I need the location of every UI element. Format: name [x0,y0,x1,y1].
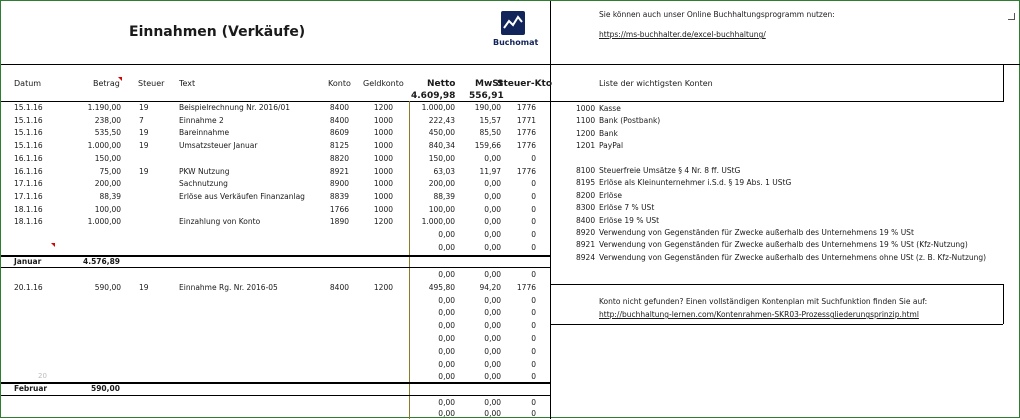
cell-datum[interactable]: 17.1.16 [14,191,43,201]
cell-text[interactable]: Einzahlung von Konto [179,217,261,227]
header-datum: Datum [14,79,42,88]
logo-text: Buchomat [493,38,539,47]
account-name: Bank [599,128,618,138]
cell-betrag[interactable]: 1.190,00 [87,103,121,112]
cell-datum[interactable]: 16.1.16 [14,166,43,176]
header-konto: Konto [328,79,351,88]
account-number: 8100 [576,166,596,175]
cell-netto[interactable]: 63,03 [433,166,455,176]
column-divider [550,1,551,419]
cell-datum[interactable]: 18.1.16 [14,217,43,227]
cell-geld[interactable] [361,242,393,254]
cell-skto[interactable]: 0 [531,270,536,279]
cell-skto[interactable]: 0 [531,409,536,418]
cell-geld[interactable] [361,295,393,307]
cell-mwst[interactable]: 15,57 [479,115,501,125]
cell-datum[interactable]: 17.1.16 [14,179,43,189]
cell-geld[interactable] [361,229,393,241]
cell-mwst[interactable]: 0,00 [484,204,501,214]
cell-datum[interactable] [14,269,64,281]
account-name: PayPal [599,141,624,151]
cell-steuer[interactable]: 19 [139,128,149,138]
faint-cell-text: 20 [38,372,47,380]
cell-mwst[interactable]: 0,00 [484,295,501,305]
cell-netto[interactable]: 88,39 [433,191,455,201]
cell-skto[interactable]: 1776 [516,282,536,292]
total-netto: 4.609,98 [411,91,456,101]
cell-konto[interactable]: 8400 [329,103,349,112]
cell-geld[interactable] [361,346,393,358]
header-steuer: Steuer [138,79,165,88]
cell-geld[interactable] [361,333,393,345]
cell-geld[interactable]: 1000 [373,179,393,189]
cell-netto[interactable]: 0,00 [438,295,455,305]
cell-text[interactable] [179,320,324,332]
cell-skto[interactable]: 0 [531,230,536,239]
cell-mwst[interactable]: 94,20 [479,282,501,292]
cell-steuer[interactable] [139,153,161,165]
cell-steuer[interactable]: 19 [139,282,149,292]
cell-text[interactable] [179,204,324,216]
cell-netto[interactable]: 0,00 [438,242,455,252]
cell-mwst[interactable]: 0,00 [484,242,501,252]
cell-mwst[interactable]: 0,00 [484,270,501,279]
cell-mwst[interactable]: 0,00 [484,359,501,369]
account-number: 1100 [576,116,596,126]
cell-mwst[interactable]: 0,00 [484,346,501,356]
cell-text[interactable] [179,359,324,371]
cell-steuer[interactable] [139,178,161,190]
cell-text[interactable] [179,333,324,345]
cell-skto[interactable]: 0 [531,295,536,305]
cell-skto[interactable]: 0 [531,346,536,356]
account-number: 8300 [576,203,596,213]
cell-betrag[interactable] [69,359,121,371]
header-netto: Netto [427,79,456,89]
cell-netto[interactable]: 450,00 [428,128,455,138]
cell-mwst[interactable]: 0,00 [484,308,501,318]
cell-skto[interactable]: 1771 [516,115,536,125]
cell-konto[interactable]: 8820 [329,153,349,163]
cell-skto[interactable]: 0 [531,204,536,214]
cell-netto[interactable]: 840,34 [428,141,455,151]
cell-geld[interactable] [361,307,393,319]
page-title: Einnahmen (Verkäufe) [129,24,306,40]
cell-mwst[interactable]: 85,50 [479,128,501,138]
cell-konto[interactable] [319,359,349,371]
info-link-top[interactable]: https://ms-buchhalter.de/excel-buchhaltung/ [599,30,766,39]
cell-datum[interactable]: 18.1.16 [14,204,43,214]
cell-betrag[interactable] [69,320,121,332]
cell-text[interactable] [179,269,324,281]
cell-betrag[interactable]: 100,00 [94,204,121,214]
cell-text[interactable] [179,346,324,358]
cell-datum[interactable] [14,346,64,358]
account-number: 8400 [576,215,596,225]
cell-netto[interactable]: 150,00 [428,153,455,163]
cell-geld[interactable]: 1000 [373,191,393,201]
account-box-right [1003,64,1004,102]
cell-betrag[interactable] [69,269,121,281]
cell-text[interactable]: Bareinnahme [179,128,230,138]
cell-geld[interactable]: 1000 [373,128,393,138]
sum-februar-bottom-border [1,395,550,396]
cell-mwst[interactable]: 0,00 [484,217,501,227]
cell-konto[interactable]: 8400 [329,282,349,292]
info-box-bottom [550,324,1003,325]
cell-mwst[interactable]: 0,00 [484,372,501,382]
info-link-bottom[interactable]: http://buchhaltung-lernen.com/Kontenrahmen-SKR03-Prozessgliederungsprinzip.html [599,310,919,319]
cell-text[interactable] [179,153,324,165]
cell-mwst[interactable]: 0,00 [484,153,501,163]
cell-steuer[interactable] [139,229,161,241]
sum-januar-bottom-border [1,267,550,268]
header-kontenliste: Liste der wichtigsten Konten [599,79,713,88]
sum-januar-label: Januar [14,257,42,266]
cell-konto[interactable]: 8839 [329,191,349,201]
cell-konto[interactable]: 8125 [329,141,349,151]
cell-datum[interactable]: 15.1.16 [14,128,43,138]
cell-steuer[interactable]: 7 [139,115,144,125]
comment-marker[interactable] [118,77,122,81]
cell-konto[interactable]: 8400 [329,115,349,125]
cell-netto[interactable]: 0,00 [438,321,455,331]
cell-netto[interactable]: 1.000,00 [421,217,455,227]
cell-geld[interactable]: 1200 [373,217,393,227]
corner-mark [1008,13,1015,20]
cell-text[interactable]: Sachnutzung [179,179,228,189]
cell-datum[interactable]: 20.1.16 [14,282,43,292]
account-number: 8195 [576,178,596,188]
header-text: Text [179,79,196,88]
account-number: 8920 [576,228,596,237]
cell-steuer[interactable]: 19 [139,166,149,176]
cell-skto[interactable]: 0 [531,179,536,189]
cell-netto[interactable]: 222,43 [428,115,455,125]
cell-text[interactable] [179,229,324,241]
cell-geld[interactable] [361,359,393,371]
cell-steuer[interactable] [139,242,161,254]
cell-geld[interactable]: 1200 [373,282,393,292]
comment-marker-2[interactable] [51,243,55,247]
cell-text[interactable]: Erlöse aus Verkäufen Finanzanlag [179,191,305,201]
cell-datum[interactable] [14,242,64,254]
cell-konto[interactable] [319,346,349,358]
cell-datum[interactable]: 15.1.16 [14,103,43,112]
cell-mwst[interactable]: 0,00 [484,398,501,407]
cell-betrag[interactable] [69,229,121,241]
account-name: Erlöse als Kleinunternehmer i.S.d. § 19 Abs. 1 UStG [599,178,792,188]
cell-steuer[interactable] [139,359,161,371]
cell-geld[interactable]: 1000 [373,166,393,176]
cell-steuer[interactable] [139,269,161,281]
sum-februar-value: 590,00 [91,384,120,393]
cell-mwst[interactable]: 159,66 [474,141,501,151]
cell-skto[interactable]: 0 [531,308,536,318]
account-name: Erlöse [599,190,623,200]
cell-skto[interactable]: 0 [531,372,536,382]
sum-februar-label: Februar [14,384,48,393]
account-name: Erlöse 7 % USt [599,203,655,213]
info-text-top: Sie können auch unser Online Buchhaltungsprogramm nutzen: [599,10,835,19]
account-name: Verwendung von Gegenständen für Zwecke außerhalb des Unternehmens 19 % USt (Kfz-Nutzung) [599,240,968,250]
cell-mwst[interactable]: 0,00 [484,409,501,418]
cell-netto[interactable]: 0,00 [438,359,455,369]
cell-skto[interactable]: 1776 [516,103,536,112]
account-header-border [550,101,1003,102]
sum-februar-top-border [1,382,550,384]
cell-netto[interactable]: 0,00 [438,398,455,407]
cell-betrag[interactable] [69,333,121,345]
cell-datum[interactable] [14,229,64,241]
cell-text[interactable]: Einnahme 2 [179,115,224,125]
chart-icon [501,11,525,35]
cell-datum[interactable]: 15.1.16 [14,141,43,151]
header-top-border [1,64,1020,65]
cell-datum[interactable] [14,359,64,371]
buchomat-logo[interactable] [493,11,539,55]
cell-steuer[interactable]: 19 [139,103,149,112]
cell-steuer[interactable] [139,333,161,345]
cell-mwst[interactable]: 0,00 [484,191,501,201]
cell-betrag[interactable] [69,346,121,358]
account-name: Verwendung von Gegenständen für Zwecke außerhalb des Unternehmens 19 % USt [599,228,914,237]
cell-skto[interactable]: 1776 [516,141,536,151]
cell-betrag[interactable]: 238,00 [94,115,121,125]
cell-betrag[interactable]: 1.000,00 [87,141,121,151]
cell-netto[interactable]: 0,00 [438,230,455,239]
cell-geld[interactable]: 1000 [373,153,393,163]
cell-netto[interactable]: 1.000,00 [421,103,455,112]
cell-konto[interactable] [319,242,349,254]
cell-konto[interactable] [319,307,349,319]
cell-datum[interactable] [14,333,64,345]
cell-netto[interactable]: 0,00 [438,334,455,343]
cell-netto[interactable]: 0,00 [438,270,455,279]
cell-konto[interactable] [319,333,349,345]
cell-text[interactable]: Einnahme Rg. Nr. 2016-05 [179,282,278,292]
account-number: 8924 [576,252,596,262]
cell-skto[interactable]: 0 [531,153,536,163]
account-name: Verwendung von Gegenständen für Zwecke außerhalb des Unternehmens ohne USt (z. B. Kfz-Nutzung) [599,252,987,262]
cell-datum[interactable] [14,320,64,332]
cell-text[interactable]: Beispielrechnung Nr. 2016/01 [179,103,291,112]
cell-geld[interactable]: 1000 [373,141,393,151]
account-number: 8200 [576,190,596,200]
cell-betrag[interactable]: 1.000,00 [87,217,121,227]
cell-geld[interactable]: 1200 [373,103,393,112]
cell-netto[interactable]: 0,00 [438,346,455,356]
account-number: 1200 [576,128,596,138]
cell-konto[interactable]: 8900 [329,179,349,189]
sum-januar-value: 4.576,89 [83,257,121,266]
account-name: Erlöse 19 % USt [599,215,660,225]
cell-steuer[interactable] [139,295,161,307]
cell-betrag[interactable] [69,307,121,319]
cell-konto[interactable] [319,295,349,307]
cell-mwst[interactable]: 0,00 [484,230,501,239]
cell-netto[interactable]: 495,80 [428,282,455,292]
account-number: 1000 [576,104,596,113]
total-mwst: 556,91 [469,91,504,101]
cell-skto[interactable]: 1776 [516,166,536,176]
cell-mwst[interactable]: 11,97 [479,166,501,176]
cell-text[interactable]: Umsatzsteuer Januar [179,141,258,151]
info-text-bottom: Konto nicht gefunden? Einen vollständigen Kontenplan mit Suchfunktion finden Sie auf: [599,297,928,306]
cell-betrag[interactable] [69,295,121,307]
cell-netto[interactable]: 0,00 [438,308,455,318]
cell-konto[interactable]: 8921 [329,166,349,176]
cell-geld[interactable]: 1000 [373,204,393,214]
cell-text[interactable] [179,242,324,254]
cell-steuer[interactable] [139,320,161,332]
cell-betrag[interactable]: 535,50 [94,128,121,138]
cell-steuer[interactable] [139,216,161,228]
cell-text[interactable] [179,307,324,319]
cell-netto[interactable]: 200,00 [428,179,455,189]
cell-datum[interactable]: 15.1.16 [14,115,43,125]
cell-konto[interactable] [319,320,349,332]
account-number: 8921 [576,240,596,250]
cell-betrag[interactable]: 150,00 [94,153,121,163]
cell-mwst[interactable]: 190,00 [474,103,501,112]
header-mwst: MwSt [475,79,504,89]
account-name: Steuerfreie Umsätze § 4 Nr. 8 ff. UStG [599,166,741,175]
cell-konto[interactable]: 8609 [329,128,349,138]
cell-betrag[interactable]: 88,39 [99,191,121,201]
cell-mwst[interactable]: 0,00 [484,179,501,189]
account-name: Bank (Postbank) [599,116,661,126]
info-box-right [1003,284,1004,324]
cell-geld[interactable] [361,320,393,332]
cell-skto[interactable]: 0 [531,242,536,252]
header-steuer-kto: Steuer-Kto [497,79,553,89]
cell-netto[interactable]: 100,00 [428,204,455,214]
account-name: Kasse [599,104,621,113]
cell-datum[interactable] [14,295,64,307]
netto-column-border [409,101,410,419]
cell-konto[interactable]: 1890 [329,217,349,227]
cell-steuer[interactable] [139,204,161,216]
cell-datum[interactable]: 16.1.16 [14,153,43,163]
cell-netto[interactable]: 0,00 [438,409,455,418]
cell-skto[interactable]: 1776 [516,128,536,138]
cell-geld[interactable] [361,269,393,281]
cell-steuer[interactable] [139,191,161,203]
cell-netto[interactable]: 0,00 [438,372,455,382]
cell-steuer[interactable] [139,346,161,358]
cell-text[interactable] [179,295,324,307]
cell-steuer[interactable] [139,307,161,319]
cell-betrag[interactable]: 75,00 [99,166,121,176]
account-number: 1201 [576,141,596,151]
cell-betrag[interactable]: 590,00 [94,282,121,292]
cell-text[interactable]: PKW Nutzung [179,166,230,176]
cell-skto[interactable]: 0 [531,321,536,331]
header-geldkonto: Geldkonto [363,79,404,88]
header-betrag: Betrag [93,79,120,88]
cell-konto[interactable] [319,229,349,241]
cell-geld[interactable]: 1000 [373,115,393,125]
cell-skto[interactable]: 0 [531,398,536,407]
cell-skto[interactable]: 0 [531,217,536,227]
cell-datum[interactable] [14,307,64,319]
cell-skto[interactable]: 0 [531,359,536,369]
cell-konto[interactable]: 1766 [329,204,349,214]
cell-steuer[interactable]: 19 [139,141,149,151]
cell-betrag[interactable]: 200,00 [94,179,121,189]
cell-konto[interactable] [319,269,349,281]
info-box-top [550,284,1003,285]
cell-mwst[interactable]: 0,00 [484,321,501,331]
cell-skto[interactable]: 0 [531,191,536,201]
cell-mwst[interactable]: 0,00 [484,334,501,343]
cell-skto[interactable]: 0 [531,334,536,343]
cell-betrag[interactable] [69,242,121,254]
